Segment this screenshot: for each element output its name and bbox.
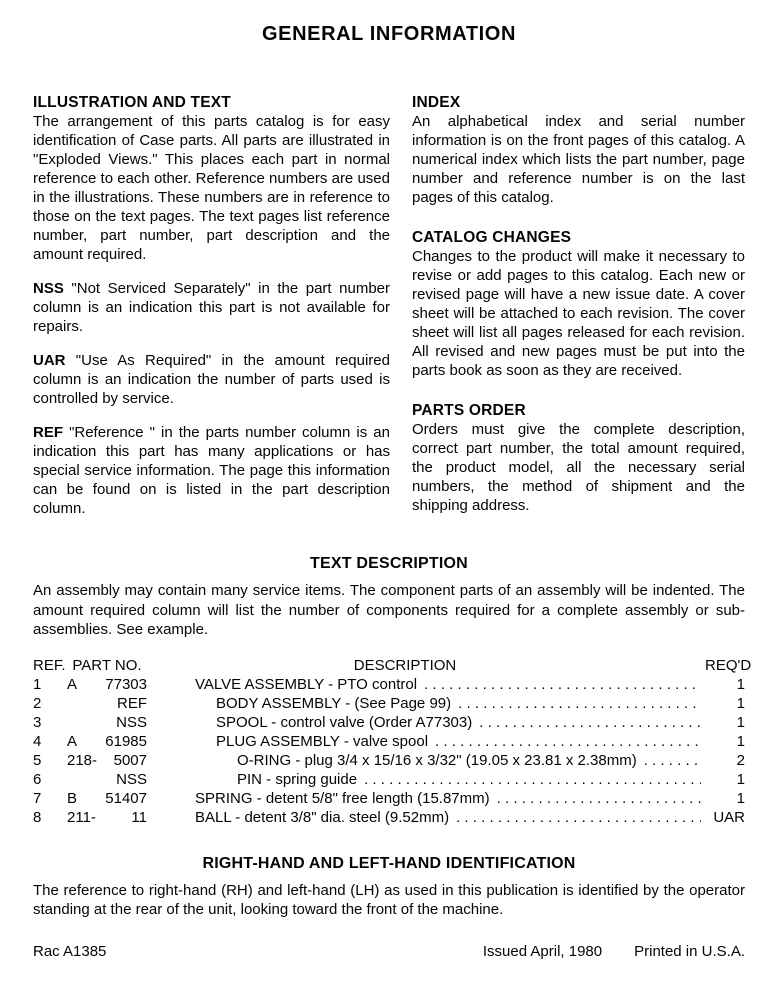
rh-lh-paragraph: The reference to right-hand (RH) and left-hand (LH) as used in this publication is identified by the operator standing at the rear of the unit, looking toward the front of the machine. (33, 881, 745, 918)
cell-reqd: 1 (736, 713, 745, 731)
dot-leader (364, 770, 701, 789)
cell-ref: 1 (33, 675, 42, 693)
cell-description (195, 770, 745, 789)
nss-paragraph (33, 279, 390, 336)
table-row (33, 789, 745, 808)
cell-reqd: 1 (736, 732, 745, 750)
nss-definition: "Not Serviced Separately" in the part number column is an indication this part is not available for repairs. (33, 280, 390, 335)
parts-order-heading: PARTS ORDER (412, 402, 526, 419)
cell-reqd: 2 (736, 751, 745, 769)
header-description: DESCRIPTION (353, 656, 457, 674)
right-column (412, 93, 745, 518)
rh-lh-identification-heading: RIGHT-HAND AND LEFT-HAND IDENTIFICATION (202, 854, 576, 872)
issued-date: Issued April, 1980 (482, 942, 603, 960)
illustration-and-text-heading: ILLUSTRATION AND TEXT (33, 94, 231, 111)
ref-paragraph (33, 423, 390, 518)
uar-paragraph (33, 351, 390, 408)
cell-part-prefix: 211- (67, 808, 96, 826)
printed-in: Printed in U.S.A. (634, 942, 745, 960)
dot-leader (424, 675, 701, 694)
cell-description (195, 732, 745, 751)
dot-leader (456, 808, 701, 827)
cell-ref: 4 (33, 732, 42, 750)
uar-term: UAR (33, 352, 66, 369)
index-heading: INDEX (412, 94, 461, 111)
cell-description (195, 808, 745, 827)
cell-ref: 2 (33, 694, 42, 712)
cell-part-number: NSS (116, 770, 147, 788)
cell-reqd: 1 (736, 789, 745, 807)
catalog-changes-heading: CATALOG CHANGES (412, 229, 572, 246)
dot-leader (479, 713, 701, 732)
page-footer (33, 942, 745, 961)
cell-description (195, 751, 745, 770)
dot-leader (458, 694, 701, 713)
header-part-no: PART NO. (72, 656, 142, 674)
cell-part-prefix: A (67, 732, 78, 750)
form-number: Rac A1385 (33, 942, 107, 960)
cell-part-number: NSS (116, 713, 147, 731)
left-column (33, 93, 390, 518)
cell-description (195, 675, 745, 694)
ref-term: REF (33, 424, 63, 441)
description-text: PIN - spring guide (237, 770, 358, 788)
cell-description (195, 694, 745, 713)
parts-order-paragraph: Orders must give the complete description, correct part number, the total amount required, the product model, all the necessary serial numbers, the method of shipment and the shipping address. (412, 421, 745, 514)
ref-definition: "Reference " in the parts number column is an indication this part has many applications or has special service information. The page this information can be found on is listed in the part description column. (33, 424, 390, 517)
table-row (33, 732, 745, 751)
table-row (33, 713, 745, 732)
uar-definition: "Use As Required" in the amount required column is an indication the number of parts used is controlled by service. (33, 352, 390, 407)
cell-part-prefix: A (67, 675, 78, 693)
cell-ref: 6 (33, 770, 42, 788)
two-column-section (33, 93, 745, 518)
cell-reqd: UAR (713, 808, 745, 826)
index-paragraph: An alphabetical index and serial number information is on the front pages of this catalog. A numerical index which lists the part number, page number and reference number is on the last pages of this catalog. (412, 113, 745, 206)
description-text: SPOOL - control valve (Order A77303) (216, 713, 473, 731)
cell-part-number: 11 (131, 808, 147, 826)
cell-part-number: REF (117, 694, 147, 712)
example-parts-table (33, 656, 752, 827)
cell-ref: 7 (33, 789, 42, 807)
cell-part-number: 77303 (105, 675, 147, 693)
catalog-changes-paragraph: Changes to the product will make it necessary to revise or add pages to this catalog. Each new or revised page will have a new issue date. A cover sheet will be attached to each revision. The cover sheet will list all pages released for each revision. All revised and new pages must be put into the parts book as soon as they are received. (412, 248, 745, 379)
dot-leader (435, 732, 701, 751)
cell-part-number: 61985 (105, 732, 147, 750)
page-title: GENERAL INFORMATION (262, 23, 516, 45)
table-row (33, 675, 745, 694)
description-text: BALL - detent 3/8" dia. steel (9.52mm) (195, 808, 450, 826)
description-text: SPRING - detent 5/8" free length (15.87mm) (195, 789, 490, 807)
table-row (33, 808, 745, 827)
dot-leader (497, 789, 701, 808)
cell-reqd: 1 (736, 770, 745, 788)
description-text: BODY ASSEMBLY - (See Page 99) (216, 694, 452, 712)
nss-term: NSS (33, 280, 64, 297)
header-ref: REF. (33, 656, 66, 674)
cell-ref: 5 (33, 751, 42, 769)
illustration-paragraph: The arrangement of this parts catalog is for easy identification of Case parts. All parts are illustrated in "Exploded Views." This places each part in normal reference to each other. Reference numbers are used in the illustrations. These numbers are in reference to those on the text pages. The text pages list reference number, part number, part description and the amount required. (33, 113, 390, 263)
dot-leader (644, 751, 701, 770)
table-row (33, 751, 745, 770)
text-description-paragraph: An assembly may contain many service items. The component parts of an assembly will be indented. The amount required column will list the number of components required for a complete assembly or sub-assemblies. See example. (33, 582, 745, 638)
cell-reqd: 1 (736, 675, 745, 693)
description-text: VALVE ASSEMBLY - PTO control (195, 675, 418, 693)
cell-part-prefix: B (67, 789, 78, 807)
cell-description (195, 789, 745, 808)
cell-reqd: 1 (736, 694, 745, 712)
description-text: O-RING - plug 3/4 x 15/16 x 3/32" (19.05 x 23.81 x 2.38mm) (237, 751, 637, 769)
table-row (33, 694, 745, 713)
footer-right-group (483, 942, 745, 961)
table-header-row (33, 656, 752, 675)
table-row (33, 770, 745, 789)
header-reqd: REQ'D (705, 656, 752, 674)
cell-part-number: 5007 (113, 751, 147, 769)
text-description-heading: TEXT DESCRIPTION (310, 555, 468, 572)
cell-part-prefix: 218- (67, 751, 98, 769)
cell-ref: 3 (33, 713, 42, 731)
cell-part-number: 51407 (105, 789, 147, 807)
cell-ref: 8 (33, 808, 42, 826)
cell-description (195, 713, 745, 732)
description-text: PLUG ASSEMBLY - valve spool (216, 732, 429, 750)
